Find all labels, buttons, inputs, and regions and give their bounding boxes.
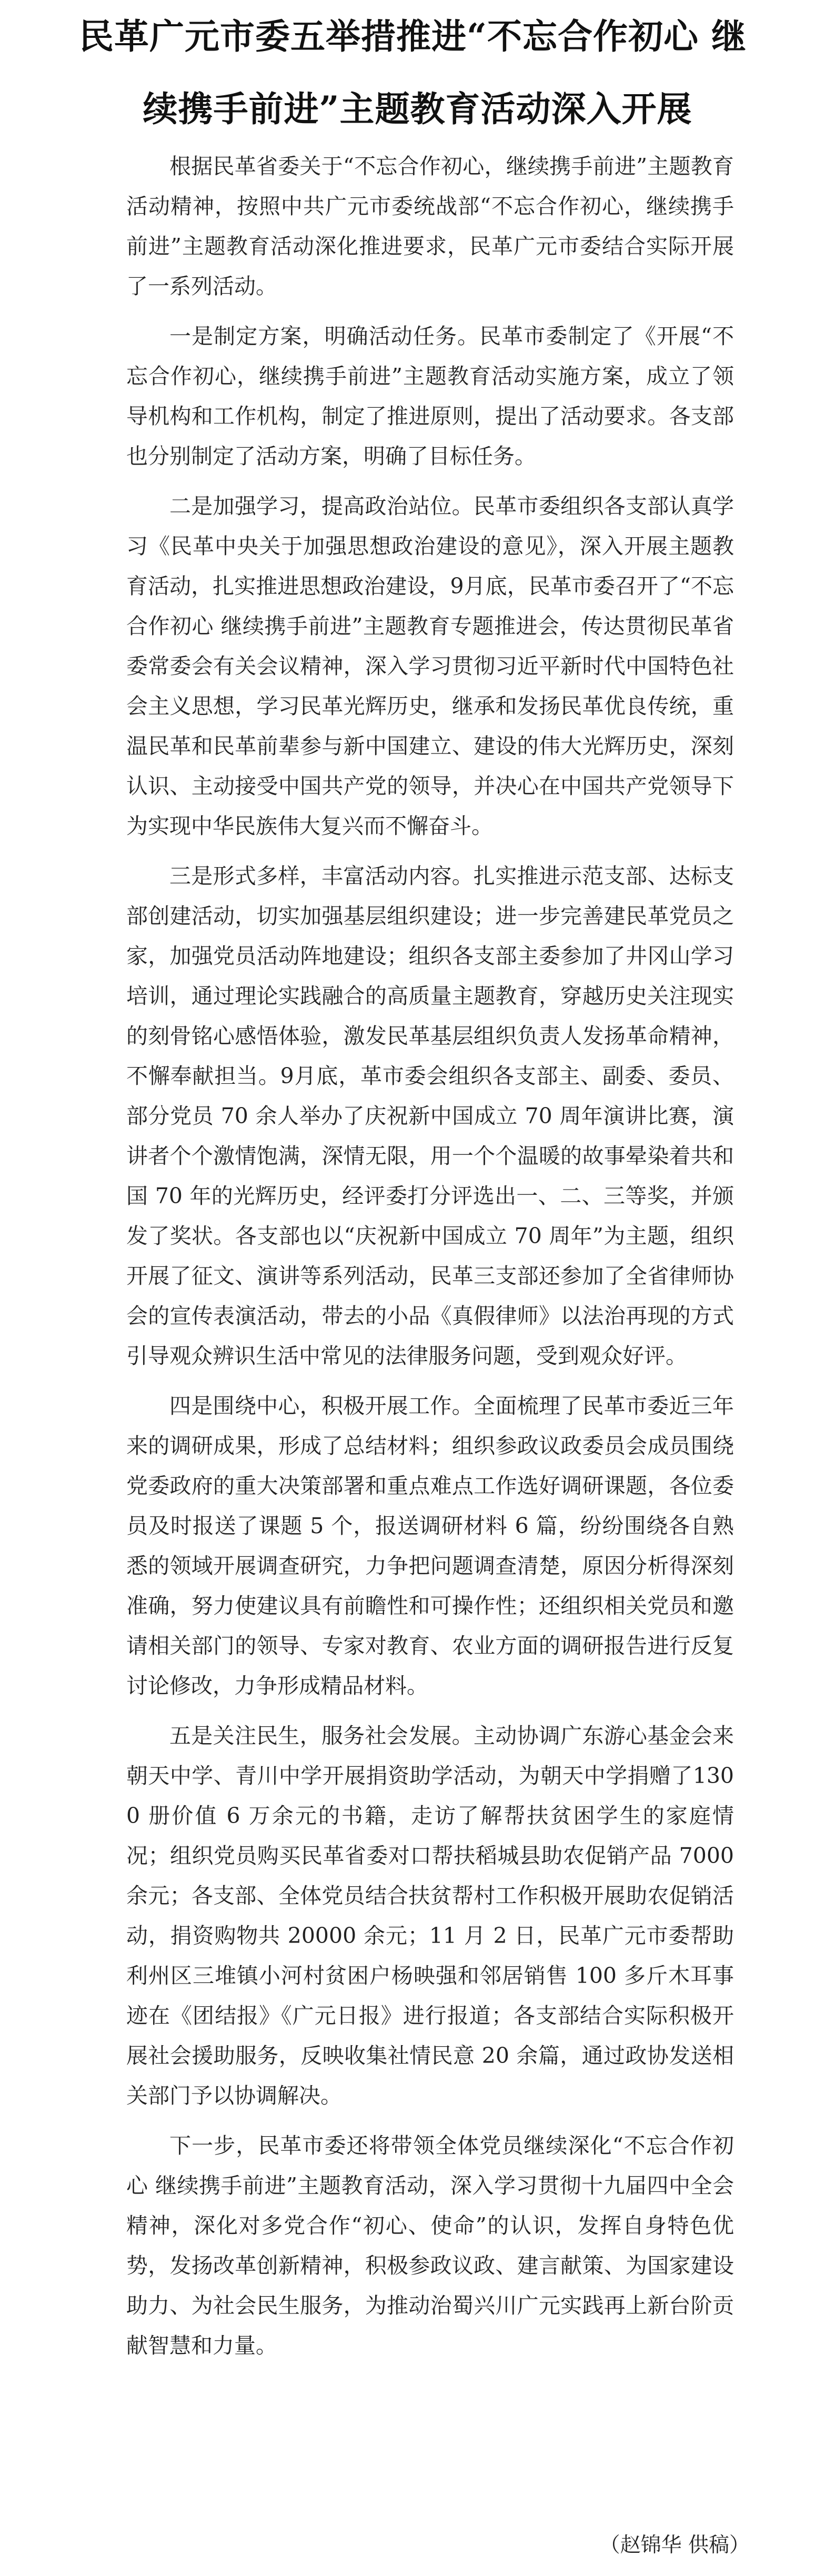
paragraph-next-steps: 下一步，民革市委还将带领全体党员继续深化“不忘合作初心 继续携手前进”主题教育活动，深入学习贯彻十九届四中全会精神，深化对多党合作“初心、使命”的认识，发挥自身特色优势，发扬改革创新精神，积极参政议政、建言献策、为国家建设助力、为社会民生服务，为推动治蜀兴川广元实践再上新台阶贡献智慧和力量。: [126, 2133, 734, 2358]
paragraph-measure-1: 一是制定方案，明确活动任务。民革市委制定了《开展“不忘合作初心，继续携手前进”主题教育活动实施方案，成立了领导机构和工作机构，制定了推进原则，提出了活动要求。各支部也分别制定了活动方案，明确了目标任务。: [126, 324, 734, 469]
paragraph-measure-2: 二是加强学习，提高政治站位。民革市委组织各支部认真学习《民革中央关于加强思想政治建设的意见》，深入开展主题教育活动，扎实推进思想政治建设，9月底，民革市委召开了“不忘合作初心 继续携手前进”主题教育专题推进会，传达贯彻民革省委常委会有关会议精神，深入学习贯彻习近平新时代中国特色社会主义思想，学习民革光辉历史，继承和发扬民革优良传统，重温民革和民革前辈参与新中国建立、建设的伟大光辉历史，深刻认识、主动接受中国共产党的领导，并决心在中国共产党领导下为实现中华民族伟大复兴而不懈奋斗。: [126, 494, 734, 839]
article-title-line-2: 续携手前进”主题教育活动深入开展: [143, 88, 692, 129]
article-title-line-1: 民革广元市委五举措推进“不忘合作初心 继: [79, 16, 747, 57]
article-body: [126, 146, 734, 2376]
paragraph-measure-4: 四是围绕中心，积极开展工作。全面梳理了民革市委近三年来的调研成果，形成了总结材料；组织参政议政委员会成员围绕党委政府的重大决策部署和重点难点工作选好调研课题，各位委员及时报送了课题 5 个，报送调研材料 6 篇，纷纷围绕各自熟悉的领域开展调查研究，力争把问题调查清楚，原因分析得深刻准确，努力使建议具有前瞻性和可操作性；还组织相关党员和邀请相关部门的领导、专家对教育、农业方面的调研报告进行反复讨论修改，力争形成精品材料。: [126, 1393, 734, 1698]
paragraph-measure-3: 三是形式多样，丰富活动内容。扎实推进示范支部、达标支部创建活动，切实加强基层组织建设；进一步完善建民革党员之家，加强党员活动阵地建设；组织各支部主委参加了井冈山学习培训，通过理论实践融合的高质量主题教育，穿越历史关注现实的刻骨铭心感悟体验，激发民革基层组织负责人发扬革命精神，不懈奉献担当。9月底，革市委会组织各支部主、副委、委员、部分党员 70 余人举办了庆祝新中国成立 70 周年演讲比赛，演讲者个个激情饱满，深情无限，用一个个温暖的故事晕染着共和国 70 年的光辉历史，经评委打分评选出一、二、三等奖，并颁发了奖状。各支部也以“庆祝新中国成立 70 周年”为主题，组织开展了征文、演讲等系列活动，民革三支部还参加了全省律师协会的宣传表演活动，带去的小品《真假律师》以法治再现的方式引导观众辨识生活中常见的法律服务问题，受到观众好评。: [126, 863, 734, 1368]
paragraph-intro: 根据民革省委关于“不忘合作初心，继续携手前进”主题教育活动精神，按照中共广元市委统战部“不忘合作初心，继续携手前进”主题教育活动深化推进要求，民革广元市委结合实际开展了一系列活动。: [126, 154, 734, 299]
article-title: [79, 0, 756, 145]
paragraph-measure-5: 五是关注民生，服务社会发展。主动协调广东游心基金会来朝天中学、青川中学开展捐资助学活动，为朝天中学捐赠了1300 册价值 6 万余元的书籍，走访了解帮扶贫困学生的家庭情况；组织党员购买民革省委对口帮扶稻城县助农促销产品 7000余元；各支部、全体党员结合扶贫帮村工作积极开展助农促销活动，捐资购物共 20000 余元；11 月 2 日，民革广元市委帮助利州区三堆镇小河村贫困户杨映强和邻居销售 100 多斤木耳事迹在《团结报》《广元日报》进行报道；各支部结合实际积极开展社会援助服务，反映收集社情民意 20 余篇，通过政协发送相关部门予以协调解决。: [126, 1723, 734, 2108]
article-byline: （赵锦华 供稿）: [599, 2533, 750, 2557]
